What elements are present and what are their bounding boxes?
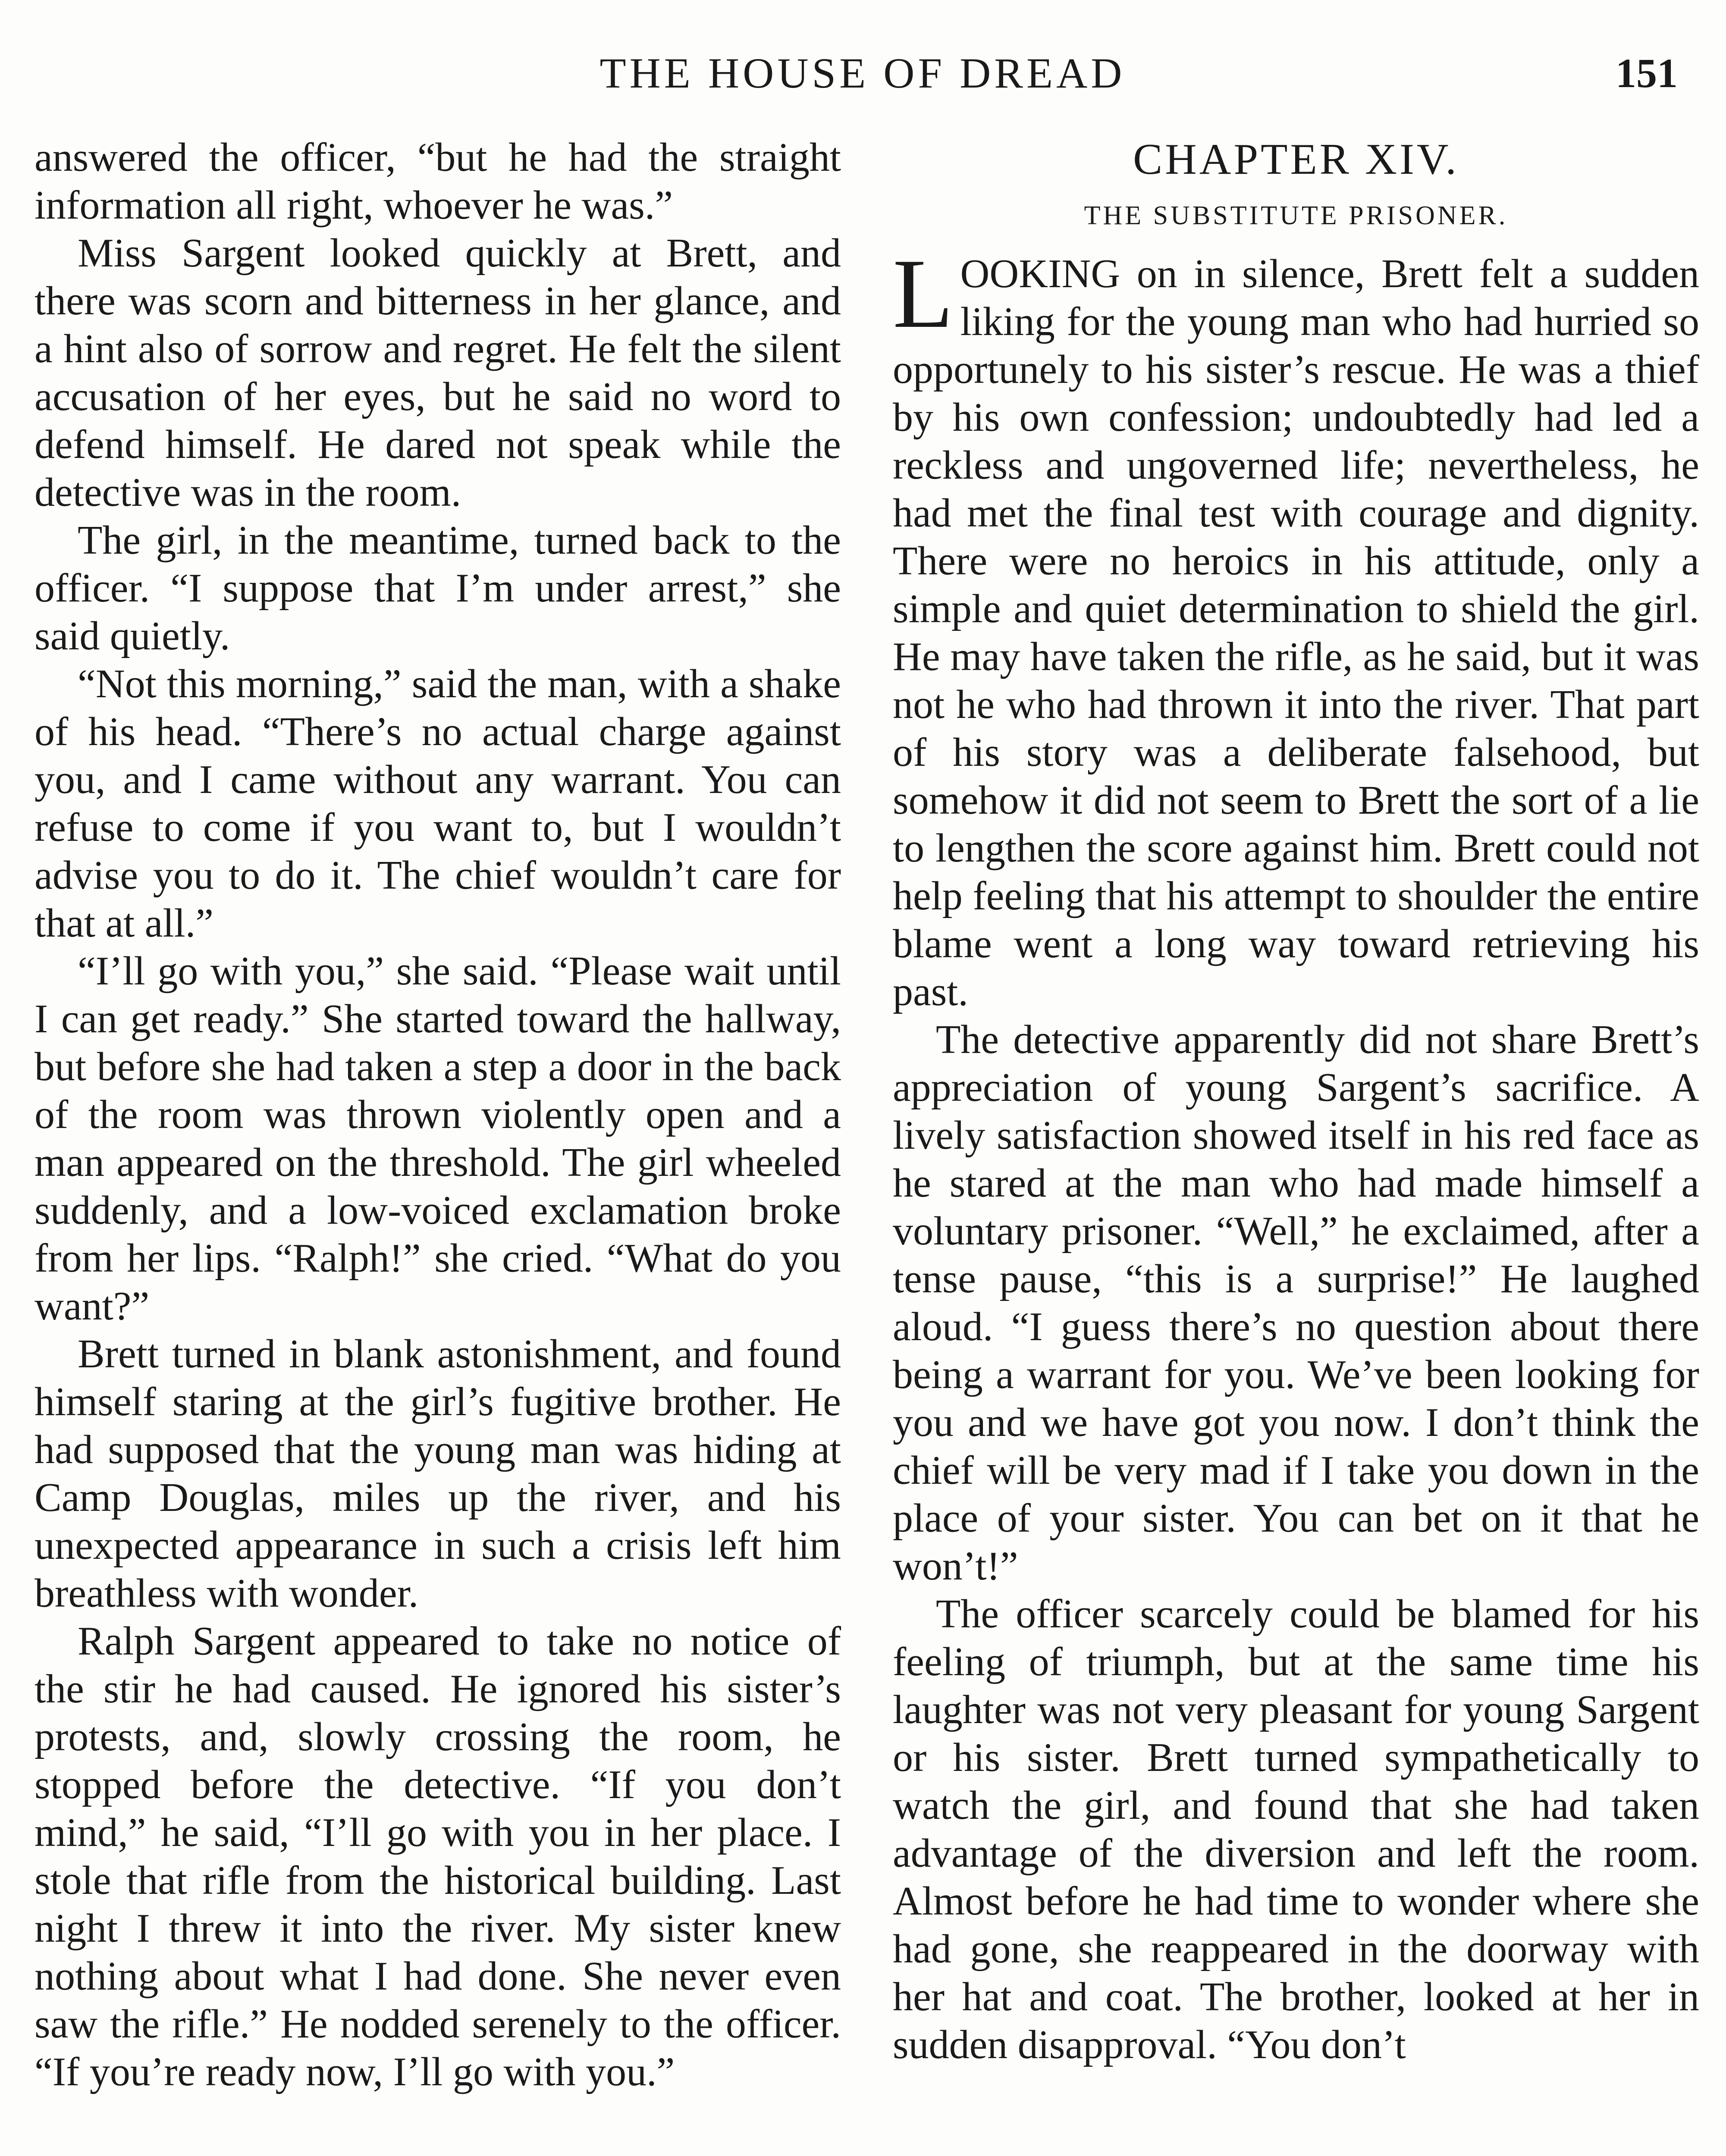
left-column <box>35 134 841 2096</box>
chapter-heading: CHAPTER XIV. <box>1133 135 1459 184</box>
chapter-subtitle: THE SUBSTITUTE PRISONER. <box>1084 201 1508 230</box>
drop-cap: L <box>893 238 954 348</box>
paragraph: Brett turned in blank astonishment, and found himself staring at the girl’s fugitive brother. He had supposed that the young man was hiding at Camp Douglas, miles up the river, and his unexpected appearance in such a crisis left him breathless with wonder. <box>35 1332 841 1616</box>
paragraph: “I’ll go with you,” she said. “Please wait until I can get ready.” She started toward the hallway, but before she had taken a step a door in the back of the room was thrown violently open and a man appeared on the threshold. The girl wheeled suddenly, and a low-voiced exclamation broke from her lips. “Ralph!” she cried. “What do you want?” <box>35 949 841 1329</box>
paragraph: Ralph Sargent appeared to take no notice of the stir he had caused. He ignored his sister’s protests, and, slowly crossing the room, he stopped before the detective. “If you don’t mind,” he said, “I’ll go with you in her place. I stole that rifle from the historical building. Last night I threw it into the river. My sister knew nothing about what I had done. She never even saw the rifle.” He nodded serenely to the officer. “If you’re ready now, I’ll go with you.” <box>35 1619 841 2094</box>
page-number: 151 <box>1616 50 1678 96</box>
paragraph: “Not this morning,” said the man, with a shake of his head. “There’s no actual charge against you, and I came without any warrant. You can refuse to come if you want to, but I wouldn’t advise you to do it. The chief wouldn’t care for that at all.” <box>35 661 841 946</box>
paragraph: Miss Sargent looked quickly at Brett, and there was scorn and bitterness in her glance, and a hint also of sorrow and regret. He felt the silent accusation of her eyes, but he said no word to defend himself. He dared not speak while the detective was in the room. <box>35 231 841 515</box>
opening-paragraph <box>893 238 1699 1016</box>
paragraph: The officer scarcely could be blamed for his feeling of triumph, but at the same time his laughter was not very pleasant for young Sargent or his sister. Brett turned sympathetically to watch the girl, and found that she had taken advantage of the diversion and left the room. Almost before he had time to wonder where she had gone, she reappeared in the doorway with her hat and coat. The brother, looked at her in sudden disapproval. “You don’t <box>893 1592 1699 2067</box>
right-column <box>893 134 1699 2069</box>
paragraph: The girl, in the meantime, turned back to the officer. “I suppose that I’m under arrest,” she said quietly. <box>35 518 841 658</box>
paragraph: answered the officer, “but he had the straight information all right, whoever he was.” <box>35 135 841 228</box>
running-head <box>35 41 1691 106</box>
running-title: THE HOUSE OF DREAD <box>599 49 1126 97</box>
paragraph: The detective apparently did not share Brett’s appreciation of young Sargent’s sacrifice. A lively satisfaction showed itself in his red face as he stared at the man who had made himself a voluntary prisoner. “Well,” he exclaimed, after a tense pause, “this is a surprise!” He laughed aloud. “I guess there’s no question about there being a warrant for you. We’ve been looking for you and we have got you now. I don’t think the chief will be very mad if I take you down in the place of your sister. You can bet on it that he won’t!” <box>893 1017 1699 1589</box>
opening-paragraph-text: OOKING on in silence, Brett felt a sudden liking for the young man who had hurried so opportunely to his sister’s rescue. He was a thief by his own confession; undoubtedly had led a reckless and ungoverned life; nevertheless, he had met the final test with courage and dignity. There were no heroics in his attitude, only a simple and quiet determination to shield the girl. He may have taken the rifle, as he said, but it was not he who had thrown it into the river. That part of his story was a deliberate falsehood, but somehow it did not seem to Brett the sort of a lie to lengthen the score against him. Brett could not help feeling that his attempt to shoulder the entire blame went a long way toward retrieving his past. <box>893 251 1699 1014</box>
